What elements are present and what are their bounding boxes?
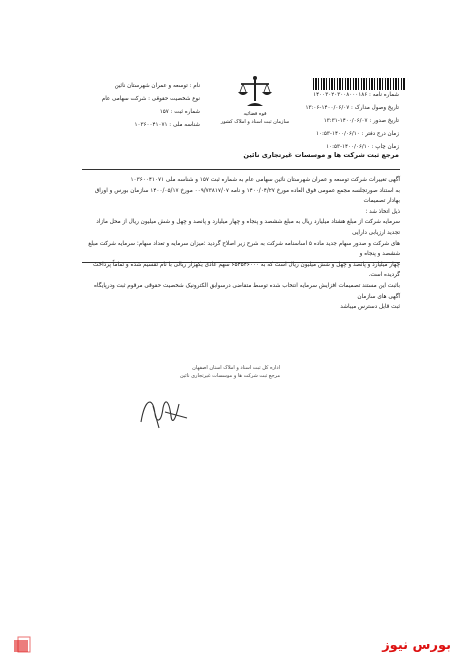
bottom-divider [82,262,400,263]
notice-body [82,175,400,281]
state-subtitle: قوه قضائیه [243,111,267,117]
confirmation-line: ثبت قابل دسترس میباشد [340,304,400,311]
body-line: آگهی تغییرات شرکت توسعه و عمران شهرستان نائین سهامی عام به شماره ثبت ۱۵۷ و شناسه ملی ۱۰۳۶۰۰۴۱۰۷۱ [130,177,400,183]
registration-confirmation [82,281,400,313]
body-line: ذیل اتخاذ شد : [365,208,400,215]
signature-icon [135,392,195,432]
barcode-icon [313,78,405,90]
company-name: نام : توسعه و عمران شهرستان نائین [114,83,200,89]
letter-metadata [239,91,399,156]
received-date: تاریخ وصول مدارک : ۱۴۰۰/۰۶/۰۷-۱۳:۰۶ [305,105,399,111]
company-info-block [60,82,200,134]
registration-authority: مرجع ثبت شرکت ها و موسسات غیرتجاری نائین [243,151,399,159]
top-divider [82,169,400,170]
national-id: شناسه ملی : ۱۰۳۶۰۰۴۱۰۷۱ [134,122,200,128]
organization-name: سازمان ثبت اسناد و املاک کشور [220,119,290,125]
stamp-line: مرجع ثبت شرکت ها و موسسات غیرتجاری نائین [179,373,280,379]
stamp-line: اداره کل ثبت اسناد و املاک استان اصفهان [192,365,280,371]
confirmation-line: باثبت این مستند تصمیمات افزایش سرمایه انتخاب شده توسط متقاضی درسوابق الکترونیک شخصیت حقوقی مرقوم ثبت ودرپایگاه آگهی های سازمان [93,283,400,300]
body-line: به استناد صورتجلسه مجمع عمومی فوق العاده مورخ ۱۴۰۰/۰۴/۲۷ و نامه ۰۰۹/۷۳۸۱۷/۰۷ مورخ ۱۴۰۰/۰۵/۱۷ سازمان بورس و اوراق بهادار تصمیمات [94,187,400,205]
letter-number: شماره نامه : ۱۴۰۰۳۰۲۰۳۰۰۸۰۰۰۱۸۶ [313,92,399,98]
print-time: زمان چاپ : ۱۴۰۰/۰۶/۱۰-۱۰:۵۳ [326,144,399,150]
news-logo-icon [12,636,34,656]
entity-type: نوع شخصیت حقوقی : شرکت سهامی عام [101,96,200,102]
body-line: چهار میلیارد و پانصد و چهل و شش میلیون ریال است که به ۶۵۴۵۴۶۰۰۰ سهم عادی یکهزار ریالی با نام تقسیم شده و تماماً پرداخت گردیده است. [92,261,400,279]
body-line: سرمایه شرکت از مبلغ هشتاد میلیارد ریال به مبلغ ششصد و پنجاه و چهار میلیارد و پانصد و چهل و شش میلیون ریال از محل مازاد تجدید ارزیابی دارایی [96,219,400,236]
body-line: های شرکت و صدور سهام جدید ماده ۵ اساسنامه شرکت به شرح زیر اصلاح گردید :میزان سرمایه و تعداد سهام: سرمایه شرکت مبلغ ششصد و پنجاه و [88,240,400,258]
issue-date: تاریخ صدور : ۱۴۰۰/۰۶/۰۷-۱۳:۳۱ [323,118,399,124]
registration-number: شماره ثبت : ۱۵۷ [159,109,200,115]
official-stamp [130,364,280,380]
office-date: زمان درج دفتر : ۱۴۰۰/۰۶/۱۰-۱۰:۵۳ [316,131,399,137]
brand-watermark: بورس نیوز [382,638,451,653]
